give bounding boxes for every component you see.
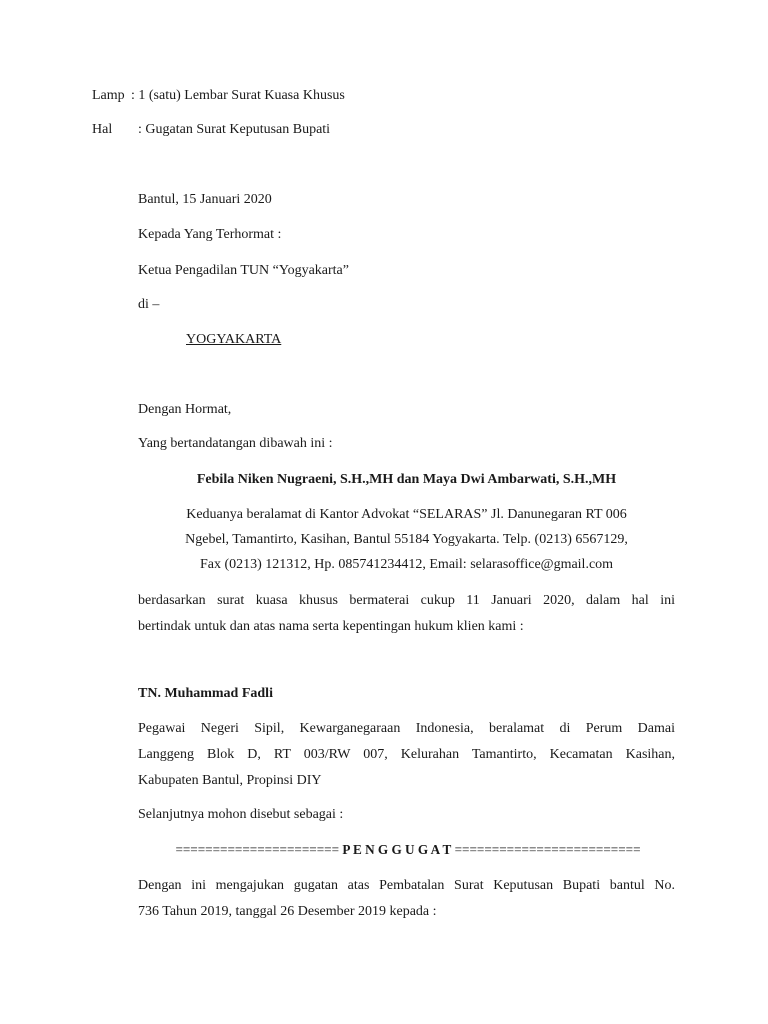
divider-left: ======================	[175, 842, 340, 857]
salutation-to: Kepada Yang Terhormat :	[138, 227, 282, 242]
lawsuit-line1: Dengan ini mengajukan gugatan atas Pembatalan Surat Keputusan Bupati bantul No.	[138, 878, 675, 893]
advocate-address-line2: Ngebel, Tamantirto, Kasihan, Bantul 55184 Yogyakarta. Telp. (0213) 6567129,	[185, 532, 628, 547]
greeting: Dengan Hormat,	[138, 402, 232, 417]
advocate-address-line3: Fax (0213) 121312, Hp. 085741234412, Email: selarasoffice@gmail.com	[199, 557, 614, 572]
client-line2: Langgeng Blok D, RT 003/RW 007, Kelurahan Tamantirto, Kecamatan Kasihan,	[138, 747, 675, 762]
client-description	[138, 716, 675, 794]
mandate-line2: bertindak untuk dan atas nama serta kepentingan hukum klien kami :	[138, 619, 524, 634]
client-line1: Pegawai Negeri Sipil, Kewarganegaraan Indonesia, beralamat di Perum Damai	[138, 721, 675, 736]
lamp-label: Lamp	[92, 88, 125, 103]
lamp-value: : 1 (satu) Lembar Surat Kuasa Khusus	[131, 88, 345, 103]
divider-label: P E N G G U G A T	[342, 842, 452, 857]
lawsuit-line2: 736 Tahun 2019, tanggal 26 Desember 2019 kepada :	[138, 904, 437, 919]
advocate-names: Febila Niken Nugraeni, S.H.,MH dan Maya Dwi Ambarwati, S.H.,MH	[196, 472, 617, 487]
hal-value: : Gugatan Surat Keputusan Bupati	[138, 122, 331, 137]
referred-as: Selanjutnya mohon disebut sebagai :	[138, 807, 344, 822]
advocate-address-line1: Keduanya beralamat di Kantor Advokat “SELARAS” Jl. Danunegaran RT 006	[186, 507, 627, 522]
recipient-city: YOGYAKARTA	[186, 332, 282, 347]
place-date: Bantul, 15 Januari 2020	[138, 192, 272, 207]
mandate-paragraph	[138, 588, 675, 640]
hal-label: Hal	[92, 122, 113, 137]
client-line3: Kabupaten Bantul, Propinsi DIY	[138, 773, 322, 788]
mandate-line1: berdasarkan surat kuasa khusus bermaterai cukup 11 Januari 2020, dalam hal ini	[138, 593, 675, 608]
client-name: TN. Muhammad Fadli	[138, 686, 273, 701]
penggugat-divider	[138, 841, 678, 859]
lawsuit-paragraph	[138, 873, 675, 925]
undersigned-intro: Yang bertandatangan dibawah ini :	[138, 436, 333, 451]
divider-right: =========================	[454, 842, 641, 857]
recipient: Ketua Pengadilan TUN “Yogyakarta”	[138, 263, 349, 278]
di-line: di –	[138, 297, 160, 312]
